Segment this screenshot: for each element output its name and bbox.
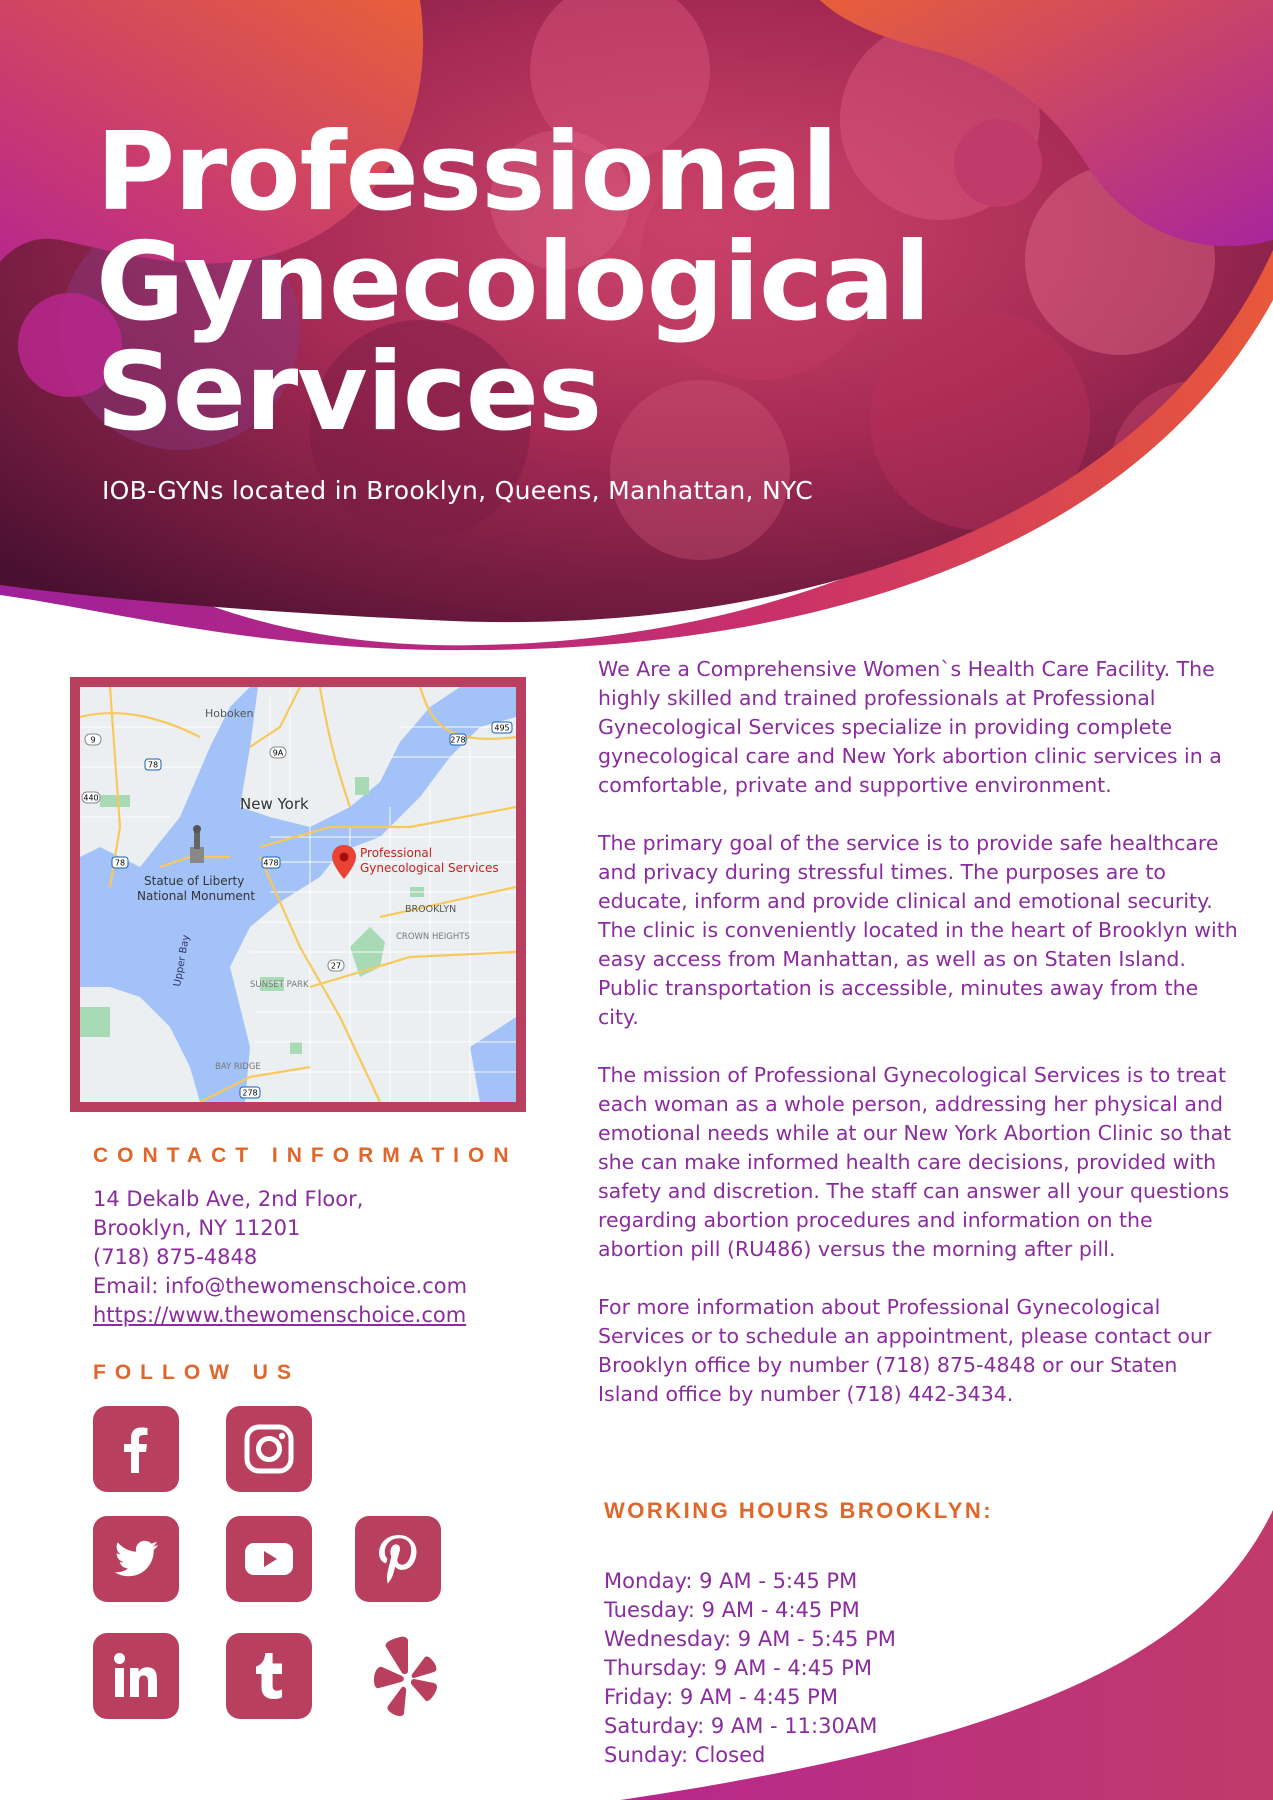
map-label-sunset-park: SUNSET PARK [250, 980, 309, 990]
map-label-pin-1: Professional [360, 846, 433, 860]
map-label-statue-1: Statue of Liberty [144, 874, 245, 888]
map-label-brooklyn: BROOKLYN [405, 904, 457, 915]
map-shield: 478 [263, 858, 279, 868]
hours-tuesday: Tuesday: 9 AM - 4:45 PM [604, 1598, 860, 1622]
title-line-2: Gynecological [96, 220, 930, 345]
about-paragraph-1: We Are a Comprehensive Women`s Health Care Facility. The highly skilled and trained professionals at Professional Gynecological Services specialize in providing complete gynecological care and New York abortion clinic services in a comfortable, private and supportive environment. [598, 657, 1222, 797]
map-label-hoboken: Hoboken [205, 707, 254, 720]
map-shield: 9 [90, 735, 96, 745]
map-shield: 440 [83, 793, 99, 803]
map-shield: 278 [450, 735, 466, 745]
title-line-3: Services [96, 330, 602, 455]
address-line-1: 14 Dekalb Ave, 2nd Floor, [93, 1187, 364, 1211]
map-shield: 78 [147, 760, 159, 770]
map-label-statue-2: National Monument [137, 889, 256, 903]
page-title [96, 110, 1096, 455]
tumblr-icon[interactable] [226, 1633, 312, 1719]
map-label-crown-heights: CROWN HEIGHTS [396, 932, 470, 942]
facebook-icon[interactable] [93, 1406, 179, 1492]
map-image[interactable] [80, 687, 516, 1102]
map-shield: 27 [330, 961, 342, 971]
hours-friday: Friday: 9 AM - 4:45 PM [604, 1685, 838, 1709]
yelp-icon[interactable] [362, 1633, 448, 1719]
hours-saturday: Saturday: 9 AM - 11:30AM [604, 1714, 878, 1738]
about-section [598, 655, 1238, 1438]
phone-number[interactable]: (718) 875-4848 [93, 1245, 258, 1269]
address-line-2: Brooklyn, NY 11201 [93, 1216, 301, 1240]
map-shield: 495 [494, 723, 510, 733]
title-line-1: Professional [96, 110, 838, 235]
hours-sunday: Sunday: Closed [604, 1743, 766, 1767]
map-shield: 78 [114, 858, 126, 868]
hours-monday: Monday: 9 AM - 5:45 PM [604, 1569, 858, 1593]
youtube-icon[interactable] [226, 1516, 312, 1602]
page-subtitle: IOB-GYNs located in Brooklyn, Queens, Manhattan, NYC [102, 476, 813, 505]
about-paragraph-4: For more information about Professional Gynecological Services or to schedule an appointment, please contact our Brooklyn office by number (718) 875-4848 or our Staten Island office by number (718) 442-3434. [598, 1295, 1212, 1406]
map-label-pin-2: Gynecological Services [360, 861, 499, 875]
map-label-upper-bay: Upper Bay [172, 934, 193, 988]
contact-heading: CONTACT INFORMATION [93, 1144, 518, 1167]
website-link[interactable]: https://www.thewomenschoice.com [93, 1303, 467, 1327]
follow-heading: FOLLOW US [93, 1361, 300, 1384]
contact-info [93, 1185, 467, 1330]
hours-heading: WORKING HOURS BROOKLYN: [604, 1498, 994, 1523]
map-shield: 9A [272, 748, 284, 758]
twitter-icon[interactable] [93, 1516, 179, 1602]
about-paragraph-3: The mission of Professional Gynecological Services is to treat each woman as a whole person, addressing her physical and emotional needs while at our New York Abortion Clinic so that she can make informed health care decisions, provided with safety and discretion. The staff can answer all your questions regarding abortion procedures and information on the abortion pill (RU486) versus the morning after pill. [598, 1063, 1232, 1261]
hours-thursday: Thursday: 9 AM - 4:45 PM [604, 1656, 872, 1680]
instagram-icon[interactable] [226, 1406, 312, 1492]
hours-wednesday: Wednesday: 9 AM - 5:45 PM [604, 1627, 896, 1651]
pinterest-icon[interactable] [355, 1516, 441, 1602]
working-hours-list [604, 1567, 896, 1770]
linkedin-icon[interactable] [93, 1633, 179, 1719]
map-label-new-york: New York [240, 795, 309, 813]
email-address[interactable]: Email: info@thewomenschoice.com [93, 1274, 468, 1298]
about-paragraph-2: The primary goal of the service is to provide safe healthcare and privacy during stressful times. The purposes are to educate, inform and provide clinical and emotional security. The clinic is conveniently located in the heart of Brooklyn with easy access from Manhattan, as well as on Staten Island. Public transportation is accessible, minutes away from the city. [598, 831, 1238, 1029]
map-shield: 278 [242, 1088, 258, 1098]
location-map[interactable] [70, 677, 526, 1112]
map-label-bay-ridge: BAY RIDGE [215, 1062, 261, 1072]
